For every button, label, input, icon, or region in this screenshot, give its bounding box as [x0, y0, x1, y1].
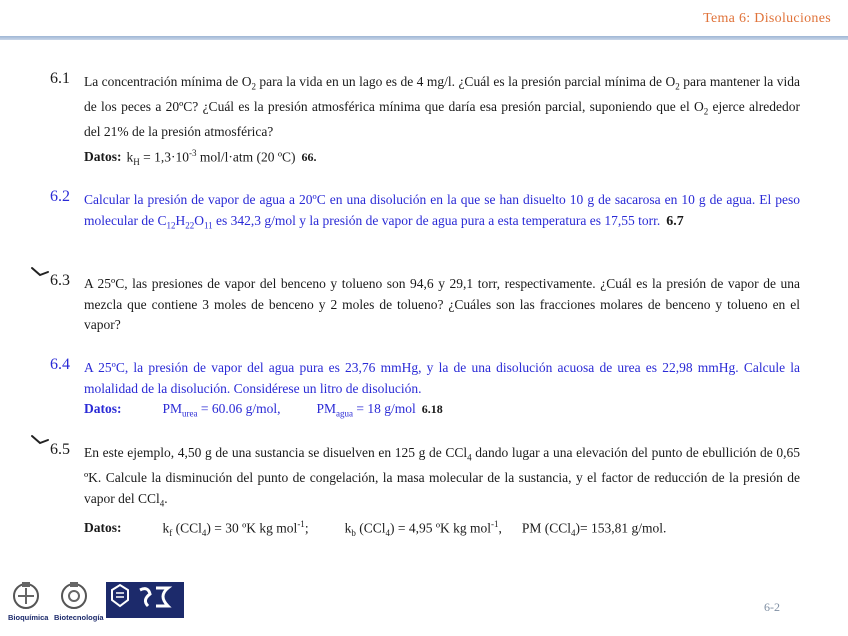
checkmark-icon: [30, 265, 50, 279]
problem-text: Calcular la presión de vapor de agua a 20ºC en una disolución en la que se han disuelto 10 g de sacarosa en 10 g de agua. El peso molecular de $C_{12}H_{22}O_{11}$ es 342,3 g/mol y la presión de vapor de agua pura a esta temperatura es 17,55 torr. 6.7: [84, 192, 800, 231]
checkmark-icon: [30, 433, 50, 447]
problem-6-5: [50, 443, 800, 544]
page-number: 6-2: [764, 600, 780, 614]
datos-label: Datos:: [84, 401, 122, 416]
problem-text: A 25ºC, las presiones de vapor del benceno y tolueno son 94,6 y 29,1 torr, respectivamente. ¿Cuál es la presión de vapor de una mezcla que contiene 3 moles de benceno y 2 moles de tolueno? ¿Cuáles son las fracciones molares de benceno y tolueno en el vapor?: [84, 276, 800, 332]
handwritten-note: 6.7: [666, 213, 684, 229]
footer-logos: [6, 578, 186, 626]
datos-label: Datos:: [84, 520, 122, 536]
university-logo: [106, 582, 184, 618]
handwritten-note: 6.18: [421, 402, 443, 416]
problem-6-3: [50, 274, 800, 336]
header-rule: [0, 36, 848, 40]
bioquimica-logo: [8, 582, 49, 622]
problem-number: 6.5: [50, 441, 70, 458]
problem-number: 6.1: [50, 70, 70, 87]
problem-number: 6.4: [50, 356, 70, 373]
problem-6-1: [50, 72, 800, 173]
datos-label: Datos:: [84, 149, 122, 165]
problem-text: En este ejemplo, 4,50 g de una sustancia se disuelven en 125 g de CCl$_4$ dando lugar a una elevación del punto de ebullición de 0,65 ºK. Calcule la disminución del punto de congelación, la masa molecular de la sustancia, y el factor de reducción de la presión de vapor del CCl$_4$. Datos: $k_f$ (CCl$_4$) = 30 ºK kg mol$^{-1}$; $k_b$ (CCl$_4$) = 4,95 ºK kg mol$^{-1}$, PM (CCl$_4$)= 153,81 g/mol.: [84, 445, 800, 539]
problem-number: 6.2: [50, 188, 70, 205]
problem-number: 6.3: [50, 272, 70, 289]
problem-text: La concentración mínima de $O_2$ para la vida en un lago es de 4 mg/l. ¿Cuál es la presión parcial mínima de $O_2$ para mantener la vida de los peces a 20ºC? ¿Cuál es la presión atmosférica mínima que daría esa presión parcial, suponiendo que el $O_2$ ejerce alrededor del 21% de la presión atmosférica? Datos: $k_H = 1,3\cdot 10^{-3}$ mol/l·atm (20 ºC) 66.: [84, 74, 800, 168]
problem-6-4: [50, 358, 800, 424]
biotecnologia-logo: [54, 582, 104, 622]
problem-text: A 25ºC, la presión de vapor del agua pura es 23,76 mmHg, y la de una disolución acuosa de urea es 22,98 mmHg. Calcule la molalidad de la disolución. Considérese un litro de disolución. Datos: $PM_{urea} = 60.06$ g/mol, $PM_{agua} = 18$ g/mol 6.18: [84, 360, 800, 419]
problem-6-2: [50, 190, 800, 236]
logo-text-bioquimica: Bioquímica: [8, 613, 49, 622]
handwritten-note: 66.: [301, 150, 317, 165]
header-title: Tema 6: Disoluciones: [703, 11, 831, 26]
logo-text-biotecnologia: Biotecnología: [54, 613, 104, 622]
